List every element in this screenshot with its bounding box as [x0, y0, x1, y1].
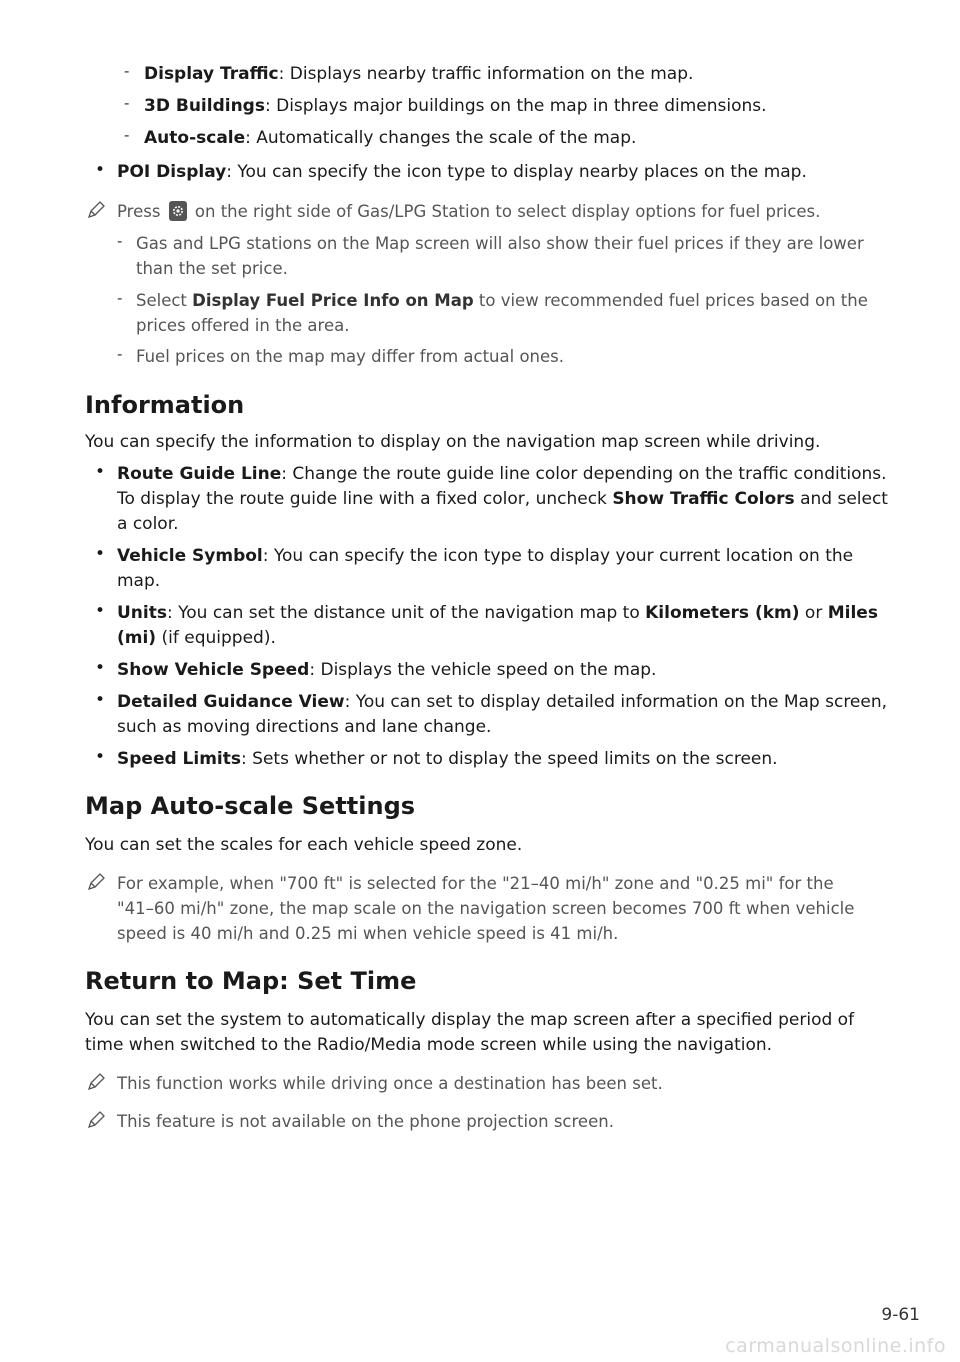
bullet: • [95, 601, 106, 621]
poi-display-item: POI Display: You can specify the icon type to display nearby places on the map. [117, 162, 807, 182]
information-heading: Information [85, 391, 245, 419]
autoscale-heading: Map Auto-scale Settings [85, 792, 416, 820]
bullet: • [95, 160, 106, 180]
route-guide-line-item: Route Guide Line: Change the route guide line color depending on the traffic conditions. [117, 464, 887, 484]
pencil-note-icon [86, 200, 106, 220]
dash-marker: - [117, 289, 123, 307]
display-traffic-item: Display Traffic: Displays nearby traffic information on the map. [144, 64, 694, 84]
pencil-note-icon [86, 1072, 106, 1092]
information-intro: You can specify the information to display on the navigation map screen while driving. [85, 432, 821, 452]
units-item-l2: (mi) (if equipped). [117, 628, 276, 648]
show-vehicle-speed-item: Show Vehicle Speed: Displays the vehicle speed on the map. [117, 660, 657, 680]
dash-marker: - [117, 232, 123, 250]
fuel-sub1-line2: than the set price. [136, 259, 288, 278]
autoscale-note-l3: speed is 40 mi/h and 0.25 mi when vehicle speed is 41 mi/h. [117, 924, 619, 943]
fuel-sub1-line1: Gas and LPG stations on the Map screen will also show their fuel prices if they are lower [136, 234, 864, 253]
detailed-guidance-item: Detailed Guidance View: You can set to display detailed information on the Map screen, [117, 692, 888, 712]
fuel-sub2-line2: prices offered in the area. [136, 316, 350, 335]
bullet: • [95, 747, 106, 767]
return-note1: This function works while driving once a destination has been set. [117, 1074, 663, 1093]
units-item: Units: You can set the distance unit of the navigation map to Kilometers (km) or Miles [117, 603, 878, 623]
route-guide-line-item-l3: a color. [117, 514, 179, 534]
dash-marker: - [117, 345, 123, 363]
fuel-sub2-line1: Select Display Fuel Price Info on Map to view recommended fuel prices based on the [136, 291, 868, 310]
gear-icon [169, 201, 187, 221]
dash-marker: - [124, 62, 130, 80]
bullet: • [95, 544, 106, 564]
fuel-note: Press on the right side of Gas/LPG Station to select display options for fuel prices. [117, 202, 821, 221]
pencil-note-icon [86, 872, 106, 892]
return-intro-l2: time when switched to the Radio/Media mode screen while using the navigation. [85, 1035, 773, 1055]
auto-scale-item: Auto-scale: Automatically changes the scale of the map. [144, 128, 637, 148]
bullet: • [95, 690, 106, 710]
autoscale-note-l2: "41–60 mi/h" zone, the map scale on the navigation screen becomes 700 ft when vehicle [117, 899, 855, 918]
bullet: • [95, 658, 106, 678]
dash-marker: - [124, 126, 130, 144]
route-guide-line-item-l2: To display the route guide line with a fixed color, uncheck Show Traffic Colors and select [117, 489, 888, 509]
autoscale-intro: You can set the scales for each vehicle speed zone. [85, 835, 523, 855]
return-heading: Return to Map: Set Time [85, 967, 417, 995]
autoscale-note-l1: For example, when "700 ft" is selected for the "21–40 mi/h" zone and "0.25 mi" for the [117, 874, 834, 893]
vehicle-symbol-item: Vehicle Symbol: You can specify the icon type to display your current location on the [117, 546, 854, 566]
return-intro-l1: You can set the system to automatically display the map screen after a specified period of [85, 1010, 855, 1030]
dash-marker: - [124, 94, 130, 112]
vehicle-symbol-item-l2: map. [117, 571, 161, 591]
fuel-sub3: Fuel prices on the map may differ from actual ones. [136, 347, 564, 366]
watermark: carmanualsonline.info [725, 1335, 946, 1357]
bullet: • [95, 462, 106, 482]
page-number: 9-61 [881, 1305, 920, 1325]
speed-limits-item: Speed Limits: Sets whether or not to display the speed limits on the screen. [117, 749, 778, 769]
pencil-note-icon [86, 1110, 106, 1130]
return-note2: This feature is not available on the phone projection screen. [117, 1112, 614, 1131]
detailed-guidance-item-l2: such as moving directions and lane change. [117, 717, 492, 737]
3d-buildings-item: 3D Buildings: Displays major buildings on the map in three dimensions. [144, 96, 767, 116]
